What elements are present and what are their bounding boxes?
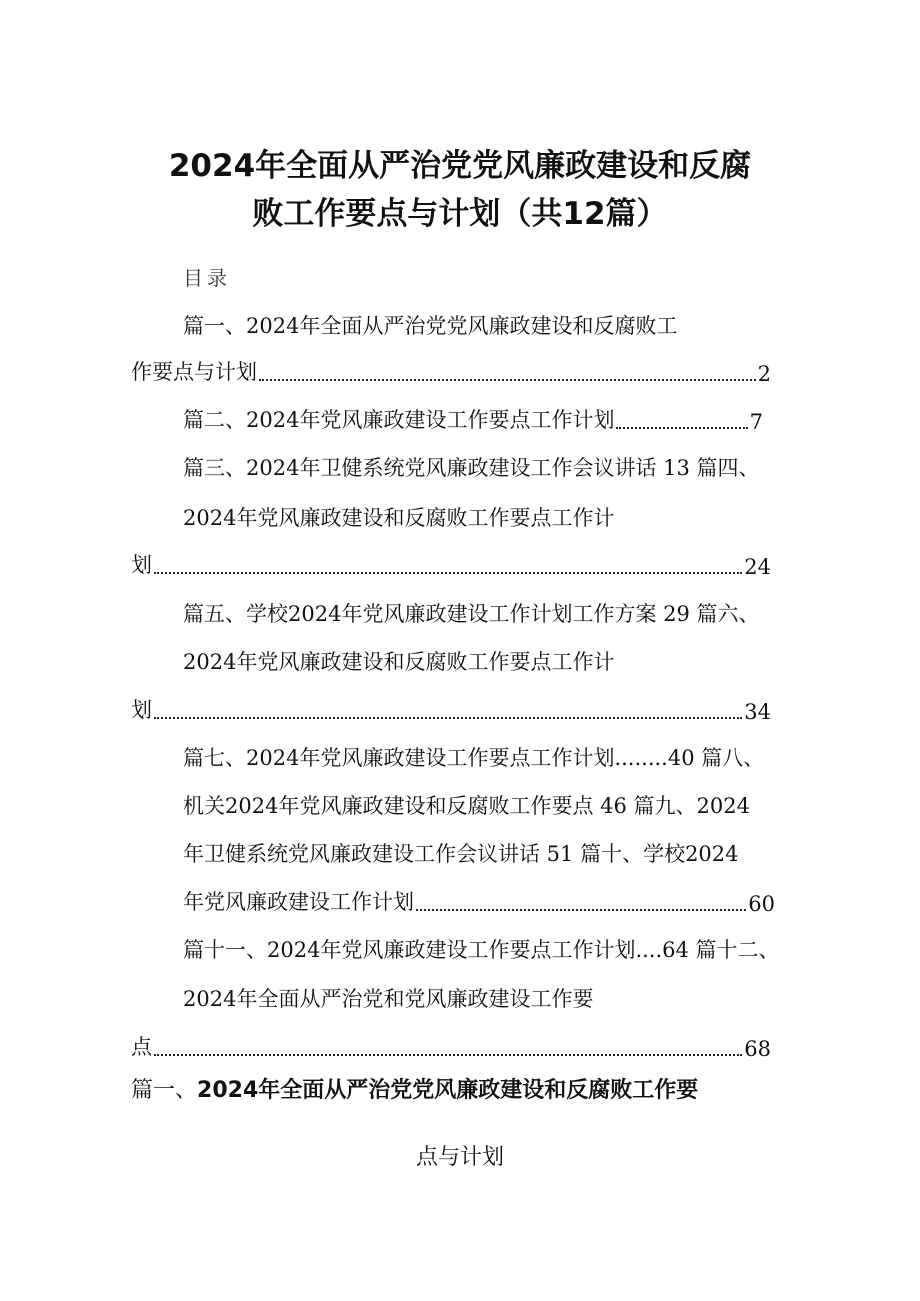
toc-line-1: 篇一、2024年全面从严治党党风廉政建设和反腐败工 [183,314,678,338]
toc-entry-text: 划 [131,553,152,577]
section-prefix: 篇一、 [131,1078,198,1103]
toc-entry-text: 点 [131,1035,152,1059]
toc-line-5: 2024年党风廉政建设和反腐败工作要点工作计 [183,506,615,530]
toc-line-7: 篇五、学校2024年党风廉政建设工作计划工作方案 29 篇六、 [183,602,760,626]
section-title-continuation: 点与计划 [415,1145,504,1170]
toc-entry-2[interactable] [183,406,763,434]
toc-line-10: 篇七、2024年党风廉政建设工作要点工作计划........40 篇八、 [183,746,765,770]
dot-leader [416,907,746,911]
toc-entry-4[interactable] [131,551,771,579]
toc-line-4: 篇三、2024年卫健系统党风廉政建设工作会议讲话 13 篇四、 [183,456,760,480]
toc-page-number: 2 [757,362,771,386]
toc-page-number: 68 [744,1037,771,1061]
toc-page-number: 24 [744,555,771,579]
dot-leader [154,1052,742,1056]
section-heading [131,1073,698,1104]
toc-entry-text: 划 [131,698,152,722]
toc-entry-1[interactable] [131,358,771,386]
toc-line-11: 机关2024年党风廉政建设和反腐败工作要点 46 篇九、2024 [183,794,750,818]
section-title: 2024年全面从严治党党风廉政建设和反腐败工作要 [197,1078,699,1103]
toc-page-number: 7 [749,410,763,434]
toc-entry-text: 年党风廉政建设工作计划 [183,890,414,914]
toc-line-15: 2024年全面从严治党和党风廉政建设工作要 [183,987,594,1011]
toc-line-8: 2024年党风廉政建设和反腐败工作要点工作计 [183,650,615,674]
toc-entry-10[interactable] [183,888,775,916]
toc-line-14: 篇十一、2024年党风廉政建设工作要点工作计划....64 篇十二、 [183,938,780,962]
dot-leader [616,425,747,429]
toc-entry-12[interactable] [131,1033,771,1061]
toc-line-12: 年卫健系统党风廉政建设工作会议讲话 51 篇十、学校2024 [183,842,739,866]
toc-page-number: 34 [744,700,771,724]
document-title-line-1: 2024年全面从严治党党风廉政建设和反腐 [168,148,752,184]
toc-entry-6[interactable] [131,696,771,724]
toc-heading: 目录 [183,266,231,290]
toc-entry-text: 篇二、2024年党风廉政建设工作要点工作计划 [183,408,615,432]
document-title-line-2: 败工作要点与计划（共12篇） [252,196,668,232]
dot-leader [154,570,742,574]
dot-leader [154,715,742,719]
dot-leader [259,377,756,381]
toc-entry-text: 作要点与计划 [131,360,257,384]
toc-page-number: 60 [748,892,775,916]
